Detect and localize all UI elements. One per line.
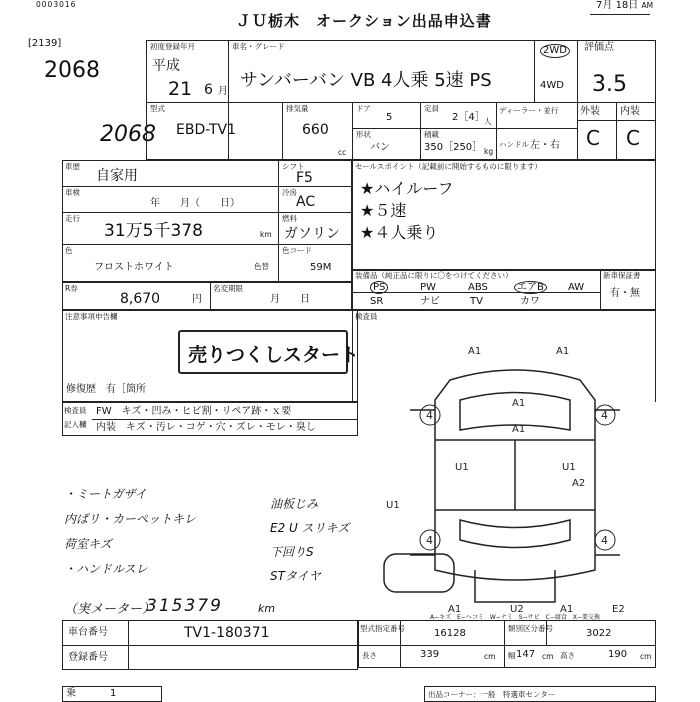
chassis-label: 車台番号 <box>68 627 108 638</box>
fuel-label: 燃料 <box>282 214 297 223</box>
equip-label: 装備品（純正品に限りに〇をつけてください） <box>355 271 513 280</box>
damage-diagram <box>380 340 650 620</box>
name-change-date: 月 日 <box>270 294 310 305</box>
doors-label: ドア <box>356 104 371 113</box>
tire-mark: 4 <box>426 409 433 422</box>
damage-mark: U1 <box>455 462 469 473</box>
hand-note: STタイヤ <box>270 569 321 583</box>
recycle-value: 8,670 <box>120 291 161 307</box>
header-grid <box>146 40 656 160</box>
equip-tv: TV <box>470 296 483 307</box>
sales-point: ★５速 <box>360 201 407 220</box>
reg-era: 平成 <box>152 58 180 74</box>
mileage-label: 走行 <box>65 214 80 223</box>
check-row-interior: 内装 キズ・汚レ・コゲ・穴・ズレ・モレ・臭し <box>96 422 316 433</box>
shape-value: バン <box>370 142 390 153</box>
usage-label: 車歴 <box>65 162 80 171</box>
seats-label: 定員 <box>424 104 439 113</box>
date-day-unit: 日 <box>628 0 639 11</box>
grade-value: 3.5 <box>592 72 627 97</box>
height-value: 190 <box>608 649 628 660</box>
odometer-label: （実メーター） <box>64 602 156 617</box>
cc-unit: cc <box>338 148 347 157</box>
equip-sr: SR <box>370 296 384 307</box>
car-name-label: 車名・グレード <box>232 42 285 51</box>
rear-bumper-outline <box>384 554 454 592</box>
equip-aw: AW <box>568 282 585 293</box>
car-name: サンバーバン VB 4人乗 5速 PS <box>240 70 492 91</box>
height-label: 高さ <box>560 651 575 660</box>
damage-mark: U2 <box>510 604 524 615</box>
length-unit: cm <box>484 652 496 661</box>
seats-unit: 人 <box>484 117 492 126</box>
handle-options: 左・右 <box>530 140 560 151</box>
notes-label: 注意事項申告欄 <box>65 312 118 321</box>
equip-abs: ABS <box>468 282 488 293</box>
ac-label: 冷房 <box>282 188 297 197</box>
damage-mark: A2 <box>572 478 586 489</box>
registration-label: 登録番号 <box>68 652 108 663</box>
model-value: EBD-TV1 <box>176 122 237 138</box>
reg-year: 21 <box>168 78 193 100</box>
sale-stamp-text: 売りつくしスタート <box>188 344 360 366</box>
hand-note: 油板じみ <box>270 497 319 511</box>
cc-value: 660 <box>302 122 329 138</box>
hand-note: 下回りS <box>270 545 314 559</box>
fuel-value: ガソリン <box>284 226 340 242</box>
width-label: 幅 <box>508 651 516 660</box>
odometer-value: 315379 <box>146 596 223 616</box>
color-change-label: 色替 <box>254 262 269 271</box>
class-no-value: 3022 <box>586 628 612 639</box>
inspector-label: 検査員 <box>355 312 378 321</box>
hand-note: ・ミートガザイ <box>64 487 147 501</box>
tire-mark: 4 <box>601 409 608 422</box>
shape-label: 形状 <box>356 130 371 139</box>
hand-note: E2 U スリキズ <box>270 521 350 535</box>
hand-note: 内ぱリ・カーペットキレ <box>64 512 196 526</box>
mileage-value: 31万5千378 <box>104 221 203 241</box>
damage-marks <box>386 346 625 615</box>
shift-label: シフト <box>282 162 305 171</box>
interior-label: 内装 <box>620 106 640 117</box>
date-month-unit: 月 <box>602 0 613 11</box>
lot-handwritten: 2068 <box>100 122 156 147</box>
reg-month: 6 <box>204 82 213 98</box>
sale-stamp <box>178 330 360 374</box>
tire-mark: 4 <box>601 534 608 547</box>
damage-mark: A1 <box>512 424 526 435</box>
warranty-value: 有・無 <box>610 288 640 299</box>
dealer-label: ディーラー・並行 <box>499 106 559 115</box>
length-label: 長さ <box>362 651 377 660</box>
damage-mark: E2 <box>612 604 625 615</box>
exterior-grade: C <box>586 126 600 150</box>
usage-value: 自家用 <box>96 168 138 184</box>
type-no-label: 型式指定番号 <box>360 624 405 633</box>
handle-label: ハンドル <box>499 140 529 149</box>
corner-text: 出品コーナー：一般 特選車センター <box>428 690 556 699</box>
width-value: 147 <box>516 649 536 660</box>
shift-value: F5 <box>296 170 313 186</box>
date-month: 7 <box>596 0 603 11</box>
hand-note: 荷室キズ <box>64 537 112 551</box>
hand-notes-right <box>270 492 349 588</box>
damage-mark: A1 <box>448 604 462 615</box>
doors-value: 5 <box>386 112 393 123</box>
check-row-exterior: FW キズ・凹み・ヒビ割・リペア跡・ｘ要 <box>96 406 292 417</box>
sales-point: ★ハイルーフ <box>360 179 454 198</box>
equip-airbag: エアB <box>514 282 547 294</box>
barcode-top: 0003016 <box>36 0 77 9</box>
drive-4wd: 4WD <box>540 80 564 91</box>
model-label: 型式 <box>150 104 165 113</box>
check-label-2: 記入欄 <box>64 420 87 429</box>
warranty-label: 新車保証書 <box>603 271 641 280</box>
trunk-outline <box>475 570 555 602</box>
car-rear-window <box>460 520 570 548</box>
date <box>596 0 653 12</box>
color-code-label: 色コード <box>282 246 312 255</box>
check-label-1: 検査員 <box>64 406 87 415</box>
color-code-value: 59M <box>310 262 332 273</box>
seats-value: 2［4］ <box>452 112 485 123</box>
sales-label: セールスポイント（記載前に開始するものに限ります） <box>355 162 542 171</box>
color-value: フロストホワイト <box>94 262 174 273</box>
equip-pw: PW <box>420 282 436 293</box>
color-label: 色 <box>65 246 73 255</box>
inspect-value: 年 月（ 日） <box>150 198 240 209</box>
lot-code: [2139] <box>28 38 62 49</box>
lot-number: 2068 <box>44 58 100 83</box>
damage-mark: U1 <box>386 500 400 511</box>
load-unit: kg <box>484 147 494 156</box>
ac-value: AC <box>296 194 316 210</box>
hand-note: ・ハンドルスレ <box>64 562 148 576</box>
name-change-label: 名変期限 <box>213 284 243 293</box>
chassis-value: TV1-180371 <box>184 625 270 641</box>
equip-ps: PS <box>370 282 388 294</box>
type-no-value: 16128 <box>434 628 466 639</box>
sales-points <box>360 178 454 244</box>
load-value: 350［250］ <box>424 142 483 153</box>
length-value: 339 <box>420 649 440 660</box>
document-title: ＪＵ栃木 オークション出品申込書 <box>236 12 492 30</box>
mileage-unit: km <box>260 230 272 239</box>
reg-label: 初度登録年月 <box>150 42 195 51</box>
repair-history: 修復歴 有［箇所 <box>66 384 146 395</box>
cc-label: 排気量 <box>286 104 309 113</box>
height-unit: cm <box>640 652 652 661</box>
width-unit: cm <box>542 652 554 661</box>
recycle-unit: 円 <box>192 294 202 305</box>
sales-point: ★４人乗り <box>360 223 439 242</box>
hand-notes-left <box>64 482 196 582</box>
equip-leather: カワ <box>520 296 540 307</box>
load-label: 積載 <box>424 130 439 139</box>
drive-2wd: 2WD <box>540 44 570 58</box>
reg-month-unit: 月 <box>218 86 228 97</box>
equip-navi: ナビ <box>420 296 440 307</box>
damage-mark: A1 <box>556 346 570 357</box>
recycle-label: R券 <box>65 284 78 293</box>
seal-value: 1 <box>110 688 117 699</box>
exterior-label: 外装 <box>580 106 600 117</box>
interior-grade: C <box>626 126 640 150</box>
diagram-legend: A−キズ E−ヘコミ W−ナミ S−サビ C−腐食 X−要交換 <box>430 614 600 621</box>
odometer-unit: km <box>258 602 276 615</box>
seal-label: 乗 <box>66 688 76 699</box>
class-no-label: 類別区分番号 <box>508 624 553 633</box>
inspect-label: 車検 <box>65 188 80 197</box>
damage-mark: A1 <box>512 398 526 409</box>
damage-mark: A1 <box>560 604 574 615</box>
grade-label: 評価点 <box>584 42 614 53</box>
tire-mark: 4 <box>426 534 433 547</box>
damage-mark: U1 <box>562 462 576 473</box>
date-day: 18 <box>615 0 629 11</box>
damage-mark: A1 <box>468 346 482 357</box>
date-ampm: AM <box>641 1 654 10</box>
